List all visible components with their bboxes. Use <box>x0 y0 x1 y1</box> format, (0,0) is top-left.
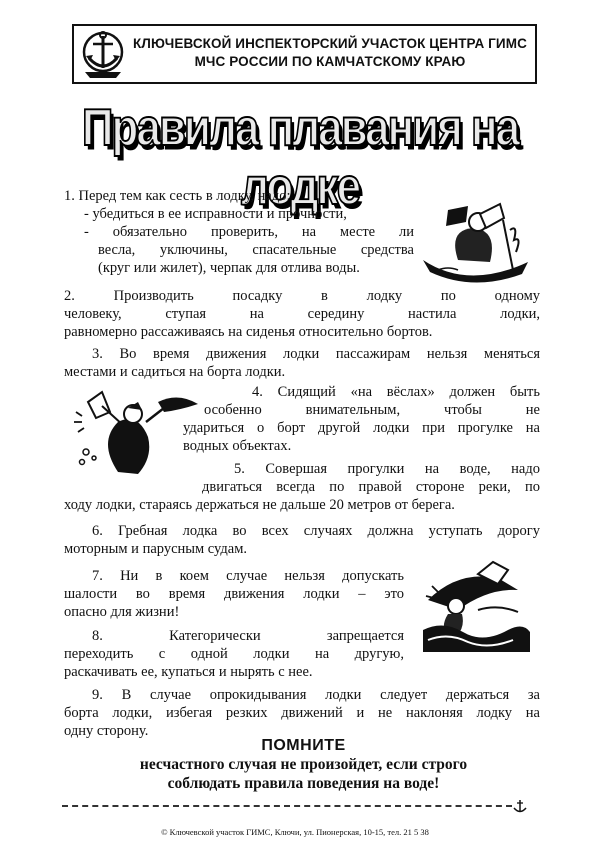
rule-6-line-1: 6. Гребная лодка во всех случаях должна уступать дорогу <box>92 523 540 539</box>
rule-7-line-3: опасно для жизни! <box>64 604 180 620</box>
rule-4-line-2: особенно внимательным, чтобы не <box>204 402 540 418</box>
footer-contact: © Ключевской участок ГИМС, Ключи, ул. Пионерская, 10-15, тел. 21 5 38 <box>161 827 429 837</box>
rule-2-line-1: 2. Производить посадку в лодку по одному <box>64 288 540 304</box>
rule-8-line-3: раскачивать ее, купаться и нырять с нее. <box>64 664 313 680</box>
remember-line-2: соблюдать правила поведения на воде! <box>167 775 440 792</box>
remember-heading: ПОМНИТЕ <box>261 737 346 754</box>
header-line-1: КЛЮЧЕВСКОЙ ИНСПЕКТОРСКИЙ УЧАСТОК ЦЕНТРА ГИМС <box>133 36 527 51</box>
remember-line-1: несчастного случая не произойдет, если строго <box>139 756 468 773</box>
person-in-boat-illustration <box>418 200 533 285</box>
rule-5-line-2: двигаться всегда по правой стороне реки, по <box>202 479 540 495</box>
rule-6-line-2: моторным и парусным судам. <box>64 541 248 557</box>
rule-2-line-3: равномерно рассаживаясь на сиденья относительно бортов. <box>64 324 433 340</box>
rule-1-bullet-1: - убедиться в ее исправности и прочности, <box>84 206 347 222</box>
capsizing-boat-illustration <box>418 560 533 655</box>
rule-3-line-2: местами и садиться на борта лодки. <box>64 364 286 380</box>
rule-1-bullet-2-line-3: (круг или жилет), черпак для отлива воды. <box>98 260 360 276</box>
rule-8-line-1: 8. Категорически запрещается <box>92 628 404 644</box>
page-title: Правила плавания на лодке <box>81 99 519 216</box>
rule-8-line-2: переходить с одной лодки на другую, <box>64 646 404 662</box>
anchor-icon <box>512 798 528 814</box>
rule-2-line-2: человеку, ступая на середину настила лодки, <box>64 306 540 322</box>
rule-1-intro: 1. Перед тем как сесть в лодку, надо: <box>64 188 291 204</box>
rule-7-line-2: шалости во время движения лодки – это <box>64 586 404 602</box>
rule-7-line-1: 7. Ни в коем случае нельзя допускать <box>92 568 404 584</box>
rule-4-line-3: удариться о борт другой лодки при прогулке на <box>183 420 540 436</box>
rule-4-line-1: 4. Сидящий «на вёслах» должен быть <box>252 384 540 400</box>
rule-9-line-3: одну сторону. <box>64 723 149 739</box>
rule-1-bullet-2-line-2: весла, уключины, спасательные средства <box>98 242 414 258</box>
rule-5-line-3: ходу лодки, стараясь держаться не дальше 20 метров от берега. <box>64 497 455 513</box>
header-line-2: МЧС РОССИИ ПО КАМЧАТСКОМУ КРАЮ <box>194 54 466 69</box>
rule-1-bullet-2-line-1: - обязательно проверить, на месте ли <box>84 224 414 240</box>
rule-9-line-2: борта лодки, избегая резких движений и не наклоняя лодку на <box>64 705 540 721</box>
rule-3-line-1: 3. Во время движения лодки пассажирам нельзя меняться <box>92 346 540 362</box>
rule-5-line-1: 5. Совершая прогулки на воде, надо <box>234 461 540 477</box>
rule-4-line-4: водных объектах. <box>183 438 292 454</box>
footer-divider <box>62 805 512 807</box>
rule-9-line-1: 9. В случае опрокидывания лодки следует держаться за <box>92 687 540 703</box>
